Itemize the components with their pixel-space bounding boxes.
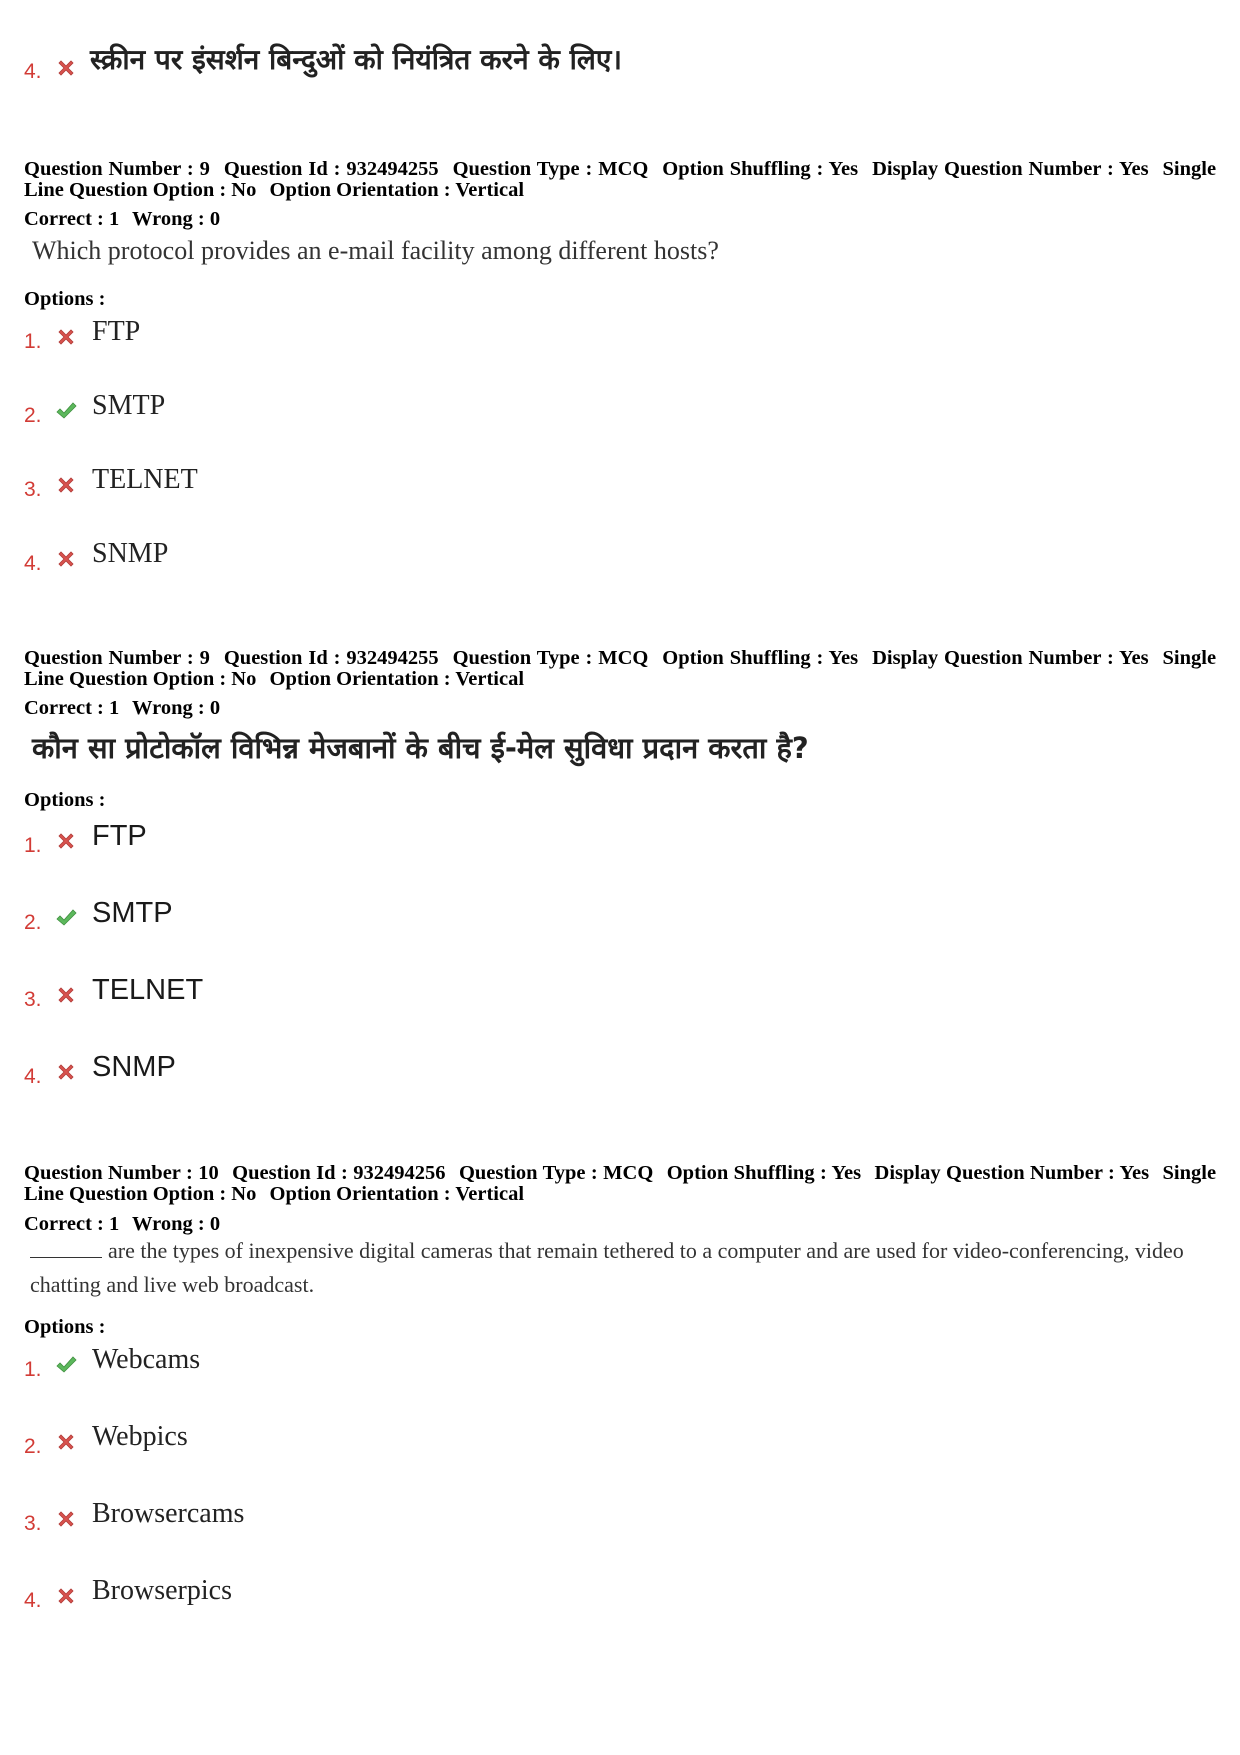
- question-type: Question Type : MCQ: [452, 158, 649, 180]
- option-number: 2.: [24, 404, 42, 427]
- option-text: FTP: [92, 316, 141, 347]
- option-text: स्क्रीन पर इंसर्शन बिन्दुओं को नियंत्रित करने के लिए।: [90, 43, 622, 76]
- question-meta: [24, 1163, 1216, 1205]
- display-question-number: Display Question Number : Yes: [874, 1162, 1150, 1184]
- option-shuffling: Option Shuffling : Yes: [666, 1162, 862, 1184]
- cross-icon: [54, 983, 78, 1007]
- cross-icon: [54, 325, 78, 349]
- cross-icon: [54, 1507, 78, 1531]
- option-text: Webcams: [92, 1344, 201, 1375]
- option-orientation: Option Orientation : Vertical: [269, 1183, 525, 1205]
- option-text: Browsercams: [92, 1498, 245, 1529]
- correct-score: Correct : 1: [24, 1213, 120, 1235]
- option-shuffling: Option Shuffling : Yes: [662, 647, 859, 669]
- option-number: 1.: [24, 1358, 42, 1381]
- single-line-question-option: Single Line Question Option : No: [24, 647, 1217, 690]
- question-id: Question Id : 932494255: [223, 647, 439, 669]
- score-line: [24, 208, 228, 231]
- display-question-number: Display Question Number : Yes: [872, 158, 1149, 180]
- cross-icon: [54, 829, 78, 853]
- option-orientation: Option Orientation : Vertical: [269, 668, 525, 690]
- option-text: SMTP: [92, 897, 173, 929]
- cross-icon: [54, 473, 78, 497]
- wrong-score: Wrong : 0: [132, 1213, 221, 1235]
- options-label: Options :: [24, 789, 106, 811]
- question-text: कौन सा प्रोटोकॉल विभिन्न मेजबानों के बीच ई-मेल सुविधा प्रदान करता है?: [32, 731, 809, 765]
- display-question-number: Display Question Number : Yes: [872, 647, 1149, 669]
- question-text: Which protocol provides an e-mail facility among different hosts?: [32, 236, 719, 265]
- wrong-score: Wrong : 0: [132, 697, 221, 719]
- correct-score: Correct : 1: [24, 208, 120, 230]
- options-label: Options :: [24, 288, 106, 310]
- question-number: Question Number : 10: [24, 1162, 219, 1184]
- option-orientation: Option Orientation : Vertical: [269, 179, 525, 201]
- option-number: 2.: [24, 1435, 42, 1458]
- option-number: 3.: [24, 1512, 42, 1535]
- question-id: Question Id : 932494256: [232, 1162, 446, 1184]
- single-line-question-option: Single Line Question Option : No: [24, 1162, 1217, 1205]
- cross-icon: [54, 1430, 78, 1454]
- score-line: [24, 1213, 228, 1236]
- option-text: SNMP: [92, 538, 169, 569]
- question-meta: [24, 648, 1216, 690]
- option-number: 3.: [24, 988, 42, 1011]
- option-number: 1.: [24, 834, 42, 857]
- option-number: 3.: [24, 478, 42, 501]
- fill-in-blank: [30, 1257, 102, 1258]
- check-icon: [54, 399, 78, 423]
- option-number: 4.: [24, 552, 42, 575]
- option-number: 2.: [24, 911, 42, 934]
- option-shuffling: Option Shuffling : Yes: [662, 158, 859, 180]
- single-line-question-option: Single Line Question Option : No: [24, 158, 1217, 201]
- check-icon: [54, 906, 78, 930]
- option-number: 4.: [24, 1589, 42, 1612]
- check-icon: [54, 1353, 78, 1377]
- cross-icon: [54, 1584, 78, 1608]
- cross-icon: [54, 547, 78, 571]
- option-number: 4.: [24, 60, 42, 83]
- question-id: Question Id : 932494255: [223, 158, 439, 180]
- question-type: Question Type : MCQ: [458, 1162, 654, 1184]
- cross-icon: [54, 1060, 78, 1084]
- option-text: SNMP: [92, 1051, 176, 1083]
- option-text: SMTP: [92, 390, 166, 421]
- option-text: TELNET: [92, 974, 204, 1006]
- option-text: Webpics: [92, 1421, 188, 1452]
- cross-icon: [54, 56, 78, 80]
- option-text: Browserpics: [92, 1575, 232, 1606]
- question-text-block: [30, 1234, 1216, 1302]
- correct-score: Correct : 1: [24, 697, 120, 719]
- question-meta: [24, 159, 1216, 201]
- option-number: 4.: [24, 1065, 42, 1088]
- wrong-score: Wrong : 0: [132, 208, 221, 230]
- question-type: Question Type : MCQ: [452, 647, 649, 669]
- option-number: 1.: [24, 330, 42, 353]
- option-text: FTP: [92, 820, 147, 852]
- question-number: Question Number : 9: [24, 647, 210, 669]
- options-label: Options :: [24, 1316, 106, 1338]
- score-line: [24, 697, 228, 720]
- option-text: TELNET: [92, 464, 198, 495]
- question-text: are the types of inexpensive digital cameras that remain tethered to a computer and are used for video-conferencing, video chatting and live web broadcast.: [30, 1238, 1184, 1297]
- question-number: Question Number : 9: [24, 158, 210, 180]
